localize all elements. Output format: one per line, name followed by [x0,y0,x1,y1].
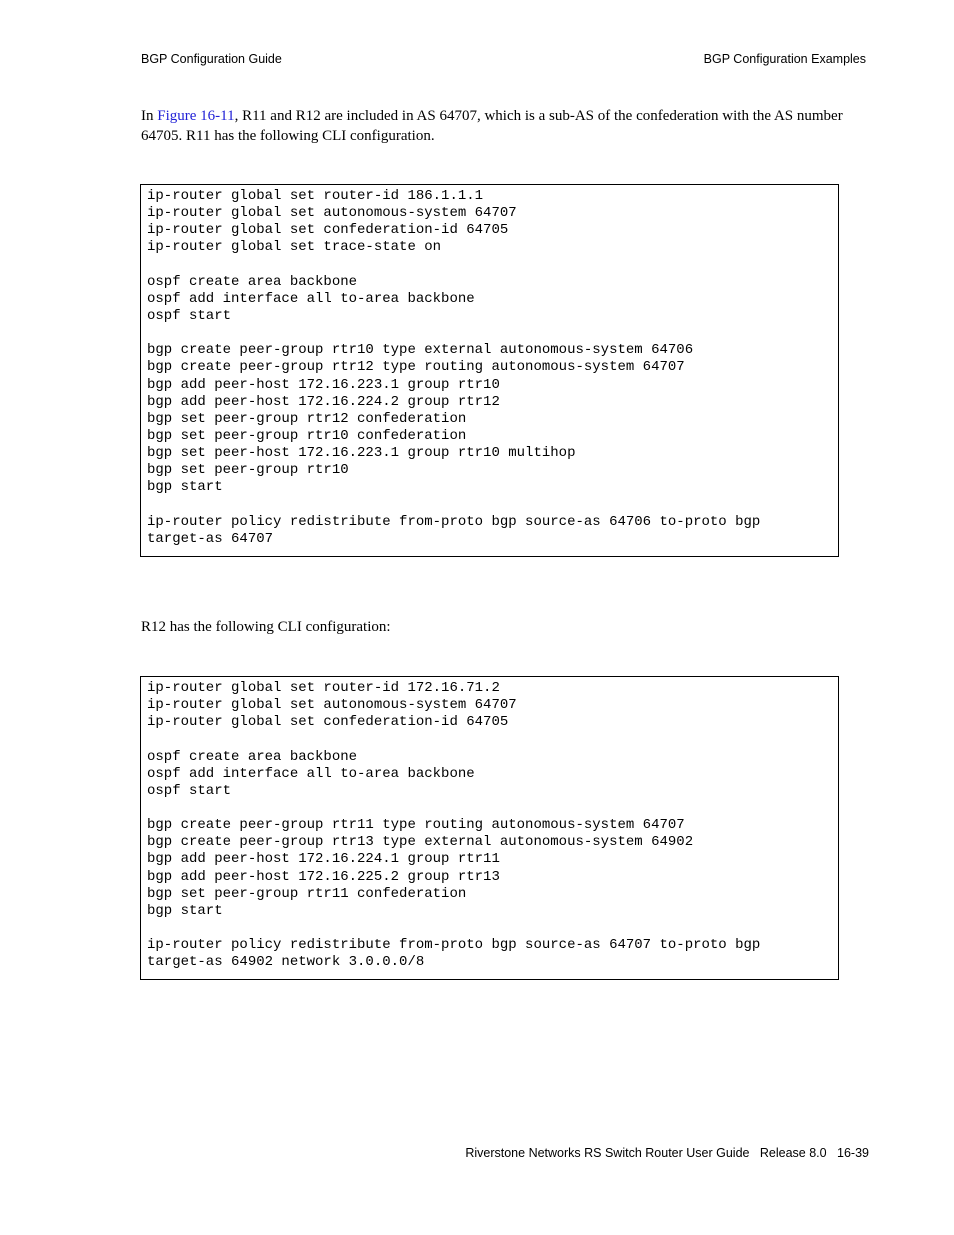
code-line [147,920,832,937]
intro-prefix: In [141,108,158,124]
code-line: ip-router global set confederation-id 64705 [147,222,509,239]
code-line: ospf create area backbone [147,273,358,290]
code-line: bgp start [147,902,223,919]
code-line: bgp set peer-host 172.16.223.1 group rtr10 multihop [147,445,576,462]
intro-suffix: , R11 and R12 are included in AS 64707, which is a sub-AS of the confederation with the AS number 64705. R11 has the following CLI configuration. [141,108,843,144]
code-line: ip-router global set router-id 172.16.71.2 [147,680,500,696]
code-line: ip-router policy redistribute from-proto bgp source-as 64706 to-proto bgp [147,513,761,530]
r12-config-code-block [140,676,839,980]
code-line [147,325,832,342]
code-line: ospf add interface all to-area backbone [147,290,475,307]
code-line: ip-router global set autonomous-system 64707 [147,205,517,222]
code-line: bgp create peer-group rtr10 type external autonomous-system 64706 [147,342,694,359]
code-line: target-as 64707 [147,530,274,547]
code-line: ip-router global set trace-state on [147,239,442,256]
code-line: bgp create peer-group rtr13 type external autonomous-system 64902 [147,834,694,851]
code-line: bgp set peer-group rtr11 confederation [147,885,467,902]
code-line: ip-router global set confederation-id 64705 [147,714,509,731]
figure-link[interactable]: Figure 16-11 [157,108,235,124]
code-line [147,731,832,748]
code-line: ospf create area backbone [147,748,358,765]
code-line: ip-router policy redistribute from-proto bgp source-as 64707 to-proto bgp [147,937,761,954]
code-line: bgp add peer-host 172.16.224.2 group rtr12 [147,393,500,410]
page-footer: Riverstone Networks RS Switch Router User Guide Release 8.0 16-39 [465,1146,869,1160]
code-line: bgp set peer-group rtr10 confederation [147,427,467,444]
code-line: ospf add interface all to-area backbone [147,765,475,782]
r11-config-code-block [140,184,839,557]
header-guide-title: BGP Configuration Guide [141,52,282,66]
code-line: target-as 64902 network 3.0.0.0/8 [147,954,425,971]
code-line [147,257,832,274]
code-line: bgp create peer-group rtr11 type routing autonomous-system 64707 [147,817,685,834]
code-line: bgp create peer-group rtr12 type routing autonomous-system 64707 [147,359,685,376]
code-line: bgp set peer-group rtr12 confederation [147,410,467,427]
code-line: bgp start [147,479,223,496]
code-line: ip-router global set autonomous-system 64707 [147,697,517,714]
code-line: bgp add peer-host 172.16.224.1 group rtr11 [147,851,500,868]
header-section-title: BGP Configuration Examples [703,52,866,66]
code-line: bgp add peer-host 172.16.225.2 group rtr13 [147,868,500,885]
code-line: ospf start [147,782,232,799]
code-line: ospf start [147,307,232,324]
code-line: bgp add peer-host 172.16.223.1 group rtr10 [147,376,500,393]
intro-paragraph [141,107,869,146]
code-line [147,497,832,514]
code-line: ip-router global set router-id 186.1.1.1 [147,188,484,204]
code-line [147,800,832,817]
r12-intro-paragraph: R12 has the following CLI configuration: [141,619,391,635]
code-line: bgp set peer-group rtr10 [147,462,349,479]
